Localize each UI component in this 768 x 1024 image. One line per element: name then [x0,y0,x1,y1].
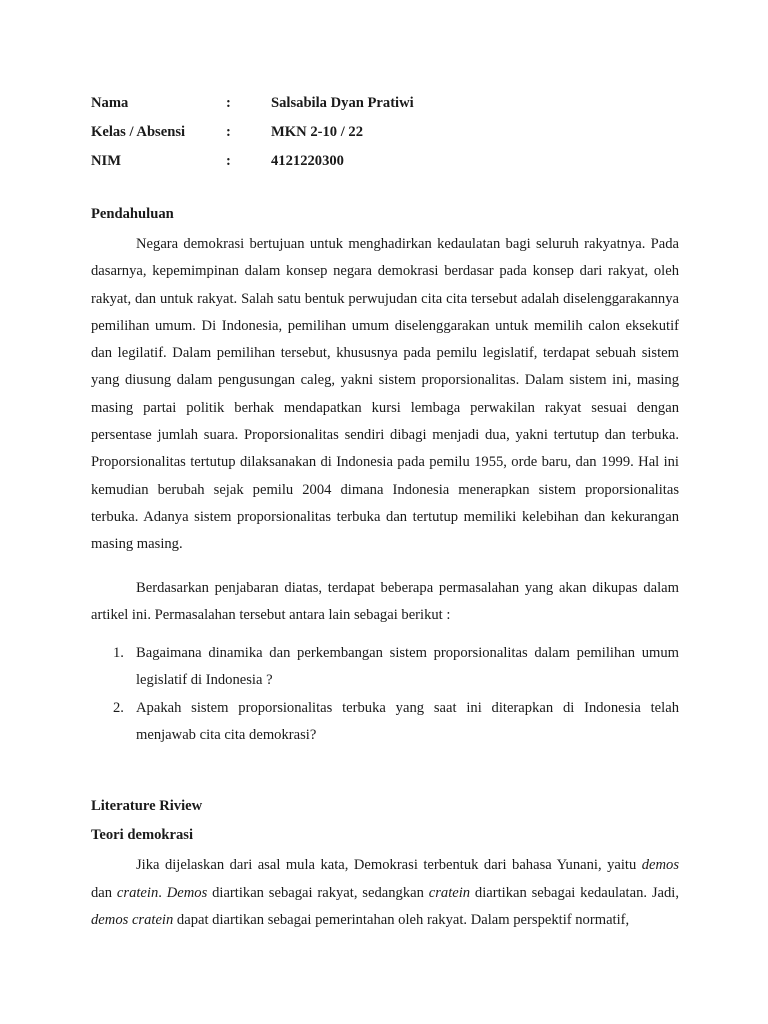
identity-block [91,92,679,179]
document-content [91,92,679,934]
name-value: Salsabila Dyan Pratiwi [271,95,414,111]
intro-heading: Pendahuluan [91,206,174,222]
question-list [91,640,679,749]
intro-paragraph-2: Berdasarkan penjabaran diatas, terdapat beberapa permasalahan yang akan dikupas dalam artikel ini. Permasalahan tersebut antara lain sebagai berikut : [91,579,679,623]
class-value: MKN 2-10 / 22 [271,124,364,140]
text-run: dan [91,884,117,901]
class-label: Kelas / Absensi [91,124,186,140]
italic-term: Demos [166,884,208,901]
identity-row-name [91,92,679,121]
nim-label: NIM [91,153,121,169]
nim-colon: : [226,153,231,169]
list-item-number: 2. [113,699,124,716]
italic-term: demos cratein [91,911,174,928]
list-item [91,640,679,695]
text-run: diartikan sebagai rakyat, sedangkan [207,884,429,901]
text-run: . [158,884,167,901]
intro-paragraph-1: Negara demokrasi bertujuan untuk menghadirkan kedaulatan bagi seluruh rakyatnya. Pada dasarnya, kepemimpinan dalam konsep negara demokrasi berdasar pada konsep dari rakyat, oleh rakyat, dan untuk rakyat. Salah satu bentuk perwujudan cita cita tersebut adalah diselenggarakannya pemilihan umum. Di Indonesia, pemilihan umum diselenggarakan untuk memilih calon eksekutif dan legilatif. Dalam pemilihan tersebut, khususnya pada pemilu legislatif, terdapat sebuah sistem yang diusung dalam pengusungan caleg, yakni sistem proporsionalitas. Dalam sistem ini, masing masing partai politik berhak mendapatkan kursi lembaga perwakilan rakyat sesuai dengan persentase jumlah suara. Proporsionalitas sendiri dibagi menjadi dua, yakni tertutup dan terbuka. Proporsionalitas tertutup dilaksanakan di Indonesia pada pemilu 1955, orde baru, dan 1999. Hal ini kemudian berubah sejak pemilu 2004 dimana Indonesia menerapkan sistem proporsionalitas terbuka. Adanya sistem proporsionalitas terbuka dan tertutup memiliki kelebihan dan kekurangan masing masing. [91,236,679,553]
italic-term: cratein [428,884,471,901]
list-item-number: 1. [113,645,124,662]
list-item-text: Apakah sistem proporsionalitas terbuka yang saat ini diterapkan di Indonesia telah menjawab cita cita demokrasi? [136,699,679,744]
list-item [91,695,679,750]
italic-term: cratein [116,884,159,901]
theory-subheading: Teori demokrasi [91,827,194,844]
class-colon: : [226,124,231,140]
literature-heading: Literature Riview [91,798,203,815]
list-item-text: Bagaimana dinamika dan perkembangan sistem proporsionalitas dalam pemilihan umum legislatif di Indonesia ? [136,645,679,689]
italic-term: demos [641,857,679,874]
identity-row-nim [91,150,679,179]
text-run: dapat diartikan sebagai pemerintahan oleh rakyat. Dalam perspektif normatif, [173,911,630,928]
identity-row-class [91,121,679,150]
text-run: diartikan sebagai kedaulatan. Jadi, [470,884,680,901]
nim-value: 4121220300 [271,153,344,169]
theory-paragraph [91,852,679,934]
name-colon: : [226,95,231,111]
text-run: Jika dijelaskan dari asal mula kata, Demokrasi terbentuk dari bahasa Yunani, yaitu [136,857,642,874]
name-label: Nama [91,95,129,111]
